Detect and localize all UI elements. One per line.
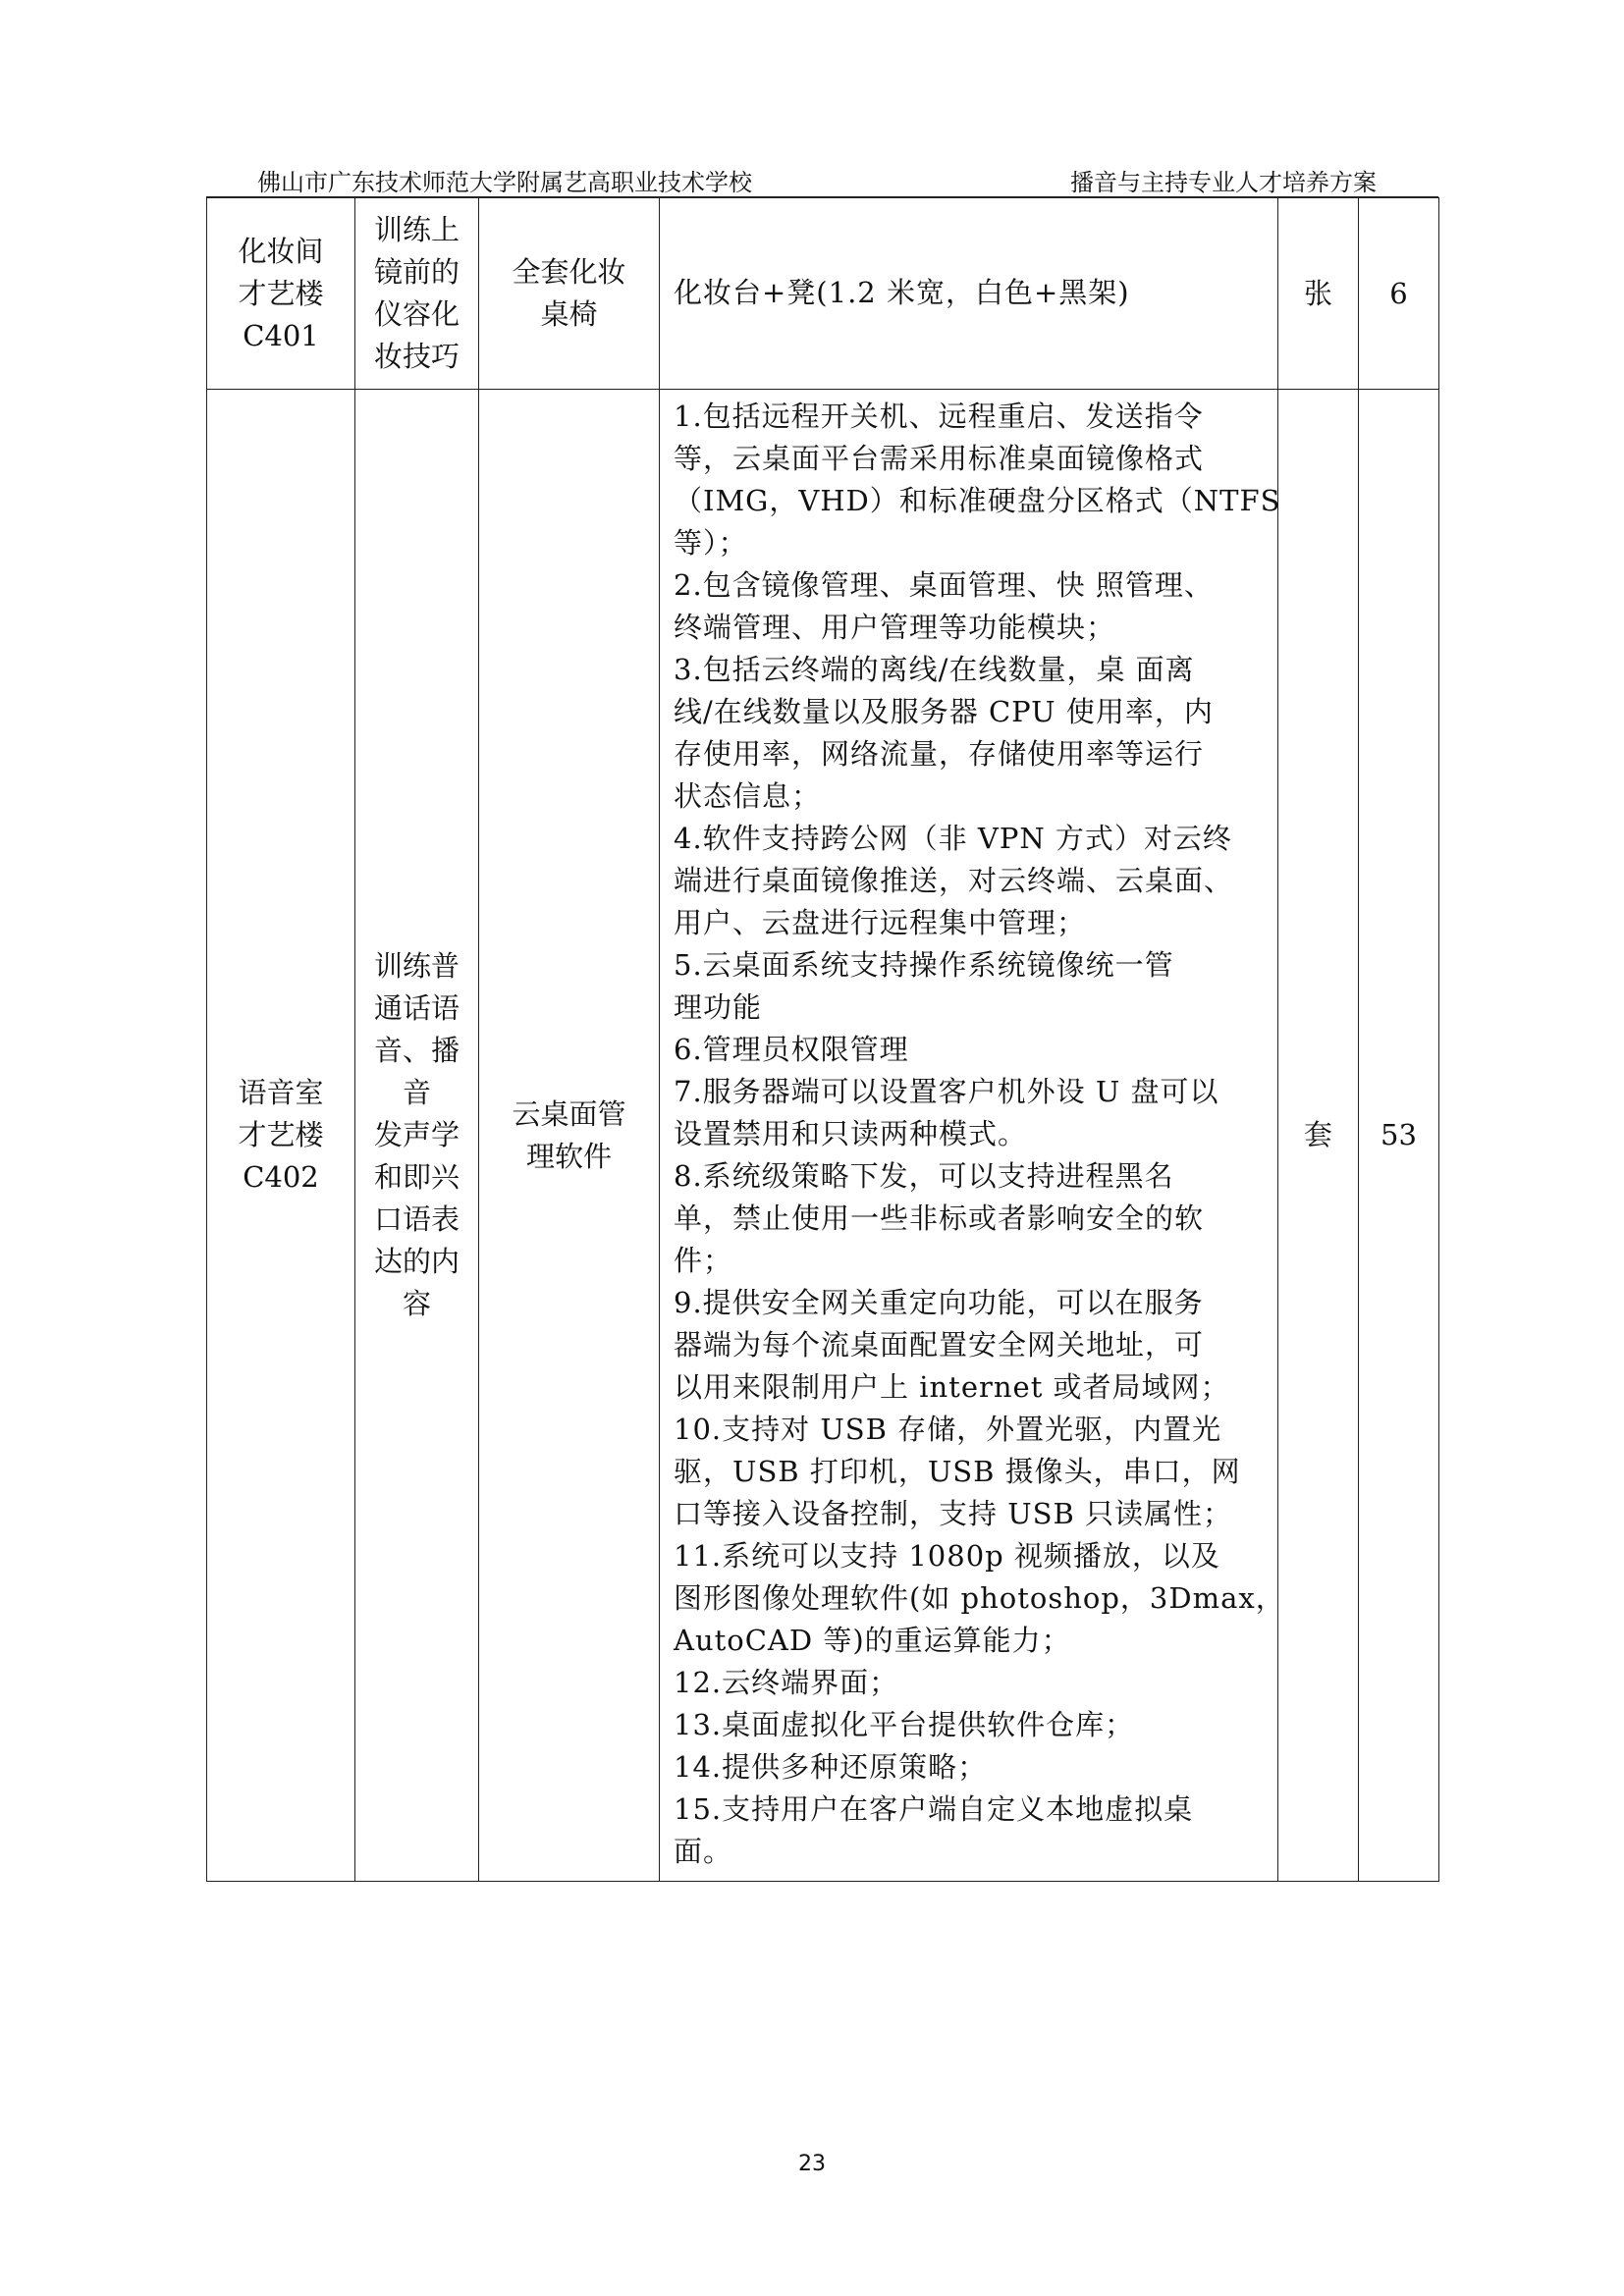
header-document-title: 播音与主持专业人才培养方案	[1070, 169, 1377, 196]
equipment-cell: 云桌面管 理软件	[479, 390, 660, 1882]
quantity-cell: 53	[1359, 390, 1439, 1882]
unit-cell: 张	[1278, 198, 1359, 390]
quantity-cell: 6	[1359, 198, 1439, 390]
page-number: 23	[798, 2152, 826, 2176]
unit-cell: 套	[1278, 390, 1359, 1882]
purpose-cell: 训练上 镜前的 仪容化 妆技巧	[355, 198, 479, 390]
equipment-cell: 全套化妆 桌椅	[479, 198, 660, 390]
spec-cell: 化妆台+凳(1.2 米宽，白色+黑架)	[660, 198, 1278, 390]
header-school-name: 佛山市广东技术师范大学附属艺高职业技术学校	[257, 169, 752, 196]
room-cell: 化妆间 才艺楼 C401	[207, 198, 355, 390]
spec-cell: 1.包括远程开关机、远程重启、发送指令 等，云桌面平台需采用标准桌面镜像格式 （IMG，VHD）和标准硬盘分区格式（NTFS 等）； 2.包含镜像管理、桌面管理、快 照管理、 终端管理、用户管理等功能模块； 3.包括云终端的离线/在线数量，桌 面离 线/在线数量以及服务器 CPU 使用率，内 存使用率，网络流量，存储使用率等运行 状态信息； 4.软件支持跨公网（非 VPN 方式）对云终 端进行桌面镜像推送，对云终端、云桌面、 用户、云盘进行远程集中管理； 5.云桌面系统支持操作系统镜像统一管 理功能 6.管理员权限管理 7.服务器端可以设置客户机外设 U 盘可以 设置禁用和只读两种模式。 8.系统级策略下发，可以支持进程黑名 单，禁止使用一些非标或者影响安全的软 件； 9.提供安全网关重定向功能，可以在服务 器端为每个流桌面配置安全网关地址，可 以用来限制用户上 internet 或者局域网； 10.支持对 USB 存储，外置光驱，内置光 驱，USB 打印机，USB 摄像头，串口，网 口等接入设备控制，支持 USB 只读属性； 11.系统可以支持 1080p 视频播放，以及 图形图像处理软件(如 photoshop，3Dmax， AutoCAD 等)的重运算能力； 12.云终端界面； 13.桌面虚拟化平台提供软件仓库； 14.提供多种还原策略； 15.支持用户在客户端自定义本地虚拟桌 面。	[660, 390, 1278, 1882]
page-header	[257, 163, 1377, 196]
equipment-table	[206, 197, 1439, 1882]
table-row	[207, 198, 1439, 390]
table-row	[207, 390, 1439, 1882]
room-cell: 语音室 才艺楼 C402	[207, 390, 355, 1882]
purpose-cell: 训练普 通话语 音、播音 发声学 和即兴 口语表 达的内 容	[355, 390, 479, 1882]
